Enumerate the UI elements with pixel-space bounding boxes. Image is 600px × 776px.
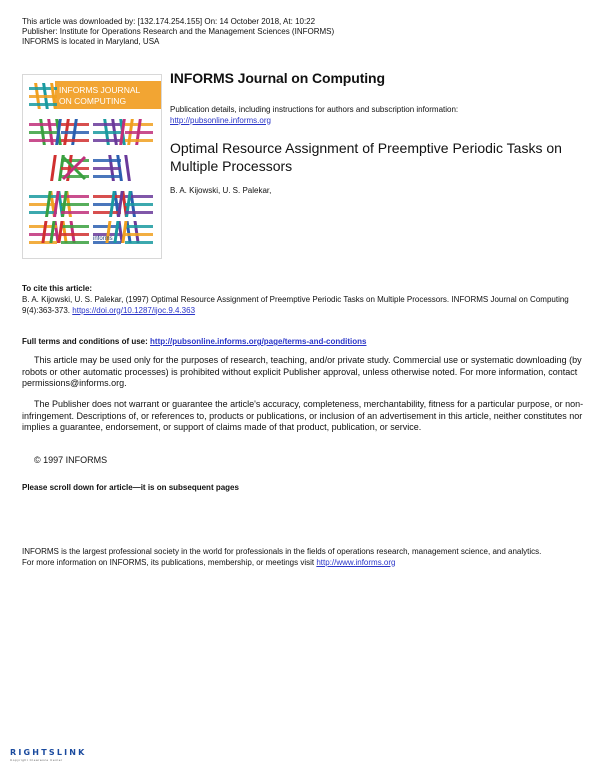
terms-line [22, 337, 366, 346]
rightslink-logo[interactable] [10, 748, 87, 762]
informs-link[interactable]: http://www.informs.org [316, 557, 396, 567]
informs-footer [22, 547, 577, 568]
cover-tile [93, 155, 131, 181]
usage-paragraph: This article may be used only for the purposes of research, teaching, and/or private study. Commercial use or systematic downloading (by robots or other automatic processes) is prohibited without explicit Publisher approval, unless otherwise noted. For more information, contact permissions@informs.org. [22, 355, 582, 388]
publication-details [170, 105, 570, 126]
article-title: Optimal Resource Assignment of Preemptive Periodic Tasks on Multiple Processors [170, 140, 562, 174]
doi-link[interactable]: https://doi.org/10.1287/ijoc.9.4.363 [72, 305, 196, 315]
citation-text [22, 295, 582, 316]
download-info-line: This article was downloaded by: [132.174.254.155] On: 14 October 2018, At: 10:22 [22, 17, 316, 26]
pubsonline-link[interactable]: http://pubsonline.informs.org [170, 115, 271, 125]
citation-body: B. A. Kijowski, U. S. Palekar, (1997) Optimal Resource Assignment of Preemptive Periodic Tasks on Multiple Processors. INFORMS Journal on Computing 9(4):363-373. [22, 295, 569, 315]
copyright-notice: © 1997 INFORMS [34, 455, 108, 465]
cover-publisher-logo: informs [93, 236, 113, 242]
location-line: INFORMS is located in Maryland, USA [22, 37, 160, 46]
terms-label: Full terms and conditions of use: [22, 337, 148, 346]
cover-artwork [23, 75, 162, 259]
article-authors: B. A. Kijowski, U. S. Palekar, [170, 186, 272, 195]
warranty-paragraph: The Publisher does not warrant or guarantee the article's accuracy, completeness, merchantability, fitness for a particular purpose, or non-infringement. Descriptions of, or references to, products or publications, or inclusion of an advertisement in this article, neither constitutes nor implies a guarantee, endorsement, or support of claims made of that product, publication, or service. [22, 399, 584, 432]
cover-title-line2: ON COMPUTING [59, 96, 127, 106]
publisher-line: Publisher: Institute for Operations Research and the Management Sciences (INFORMS) [22, 27, 335, 36]
rightslink-brand: RIGHTSLINK [10, 748, 87, 757]
download-info [22, 17, 522, 47]
journal-name: INFORMS Journal on Computing [170, 70, 385, 86]
rightslink-tagline: Copyright Clearance Center [10, 758, 63, 762]
cover-title-line1: INFORMS JOURNAL [59, 85, 141, 95]
terms-link[interactable]: http://pubsonline.informs.org/page/terms-and-conditions [150, 337, 367, 346]
publication-details-text: Publication details, including instructions for authors and subscription information: [170, 105, 459, 114]
informs-more-info [22, 558, 577, 569]
informs-description: INFORMS is the largest professional society in the world for professionals in the fields of operations research, management science, and analytics. [22, 547, 542, 556]
journal-cover-image[interactable] [22, 74, 162, 259]
cover-tile [29, 83, 57, 109]
more-info-text: For more information on INFORMS, its publications, membership, or meetings visit [22, 557, 315, 567]
scroll-note: Please scroll down for article—it is on subsequent pages [22, 483, 239, 492]
cite-heading: To cite this article: [22, 284, 93, 293]
